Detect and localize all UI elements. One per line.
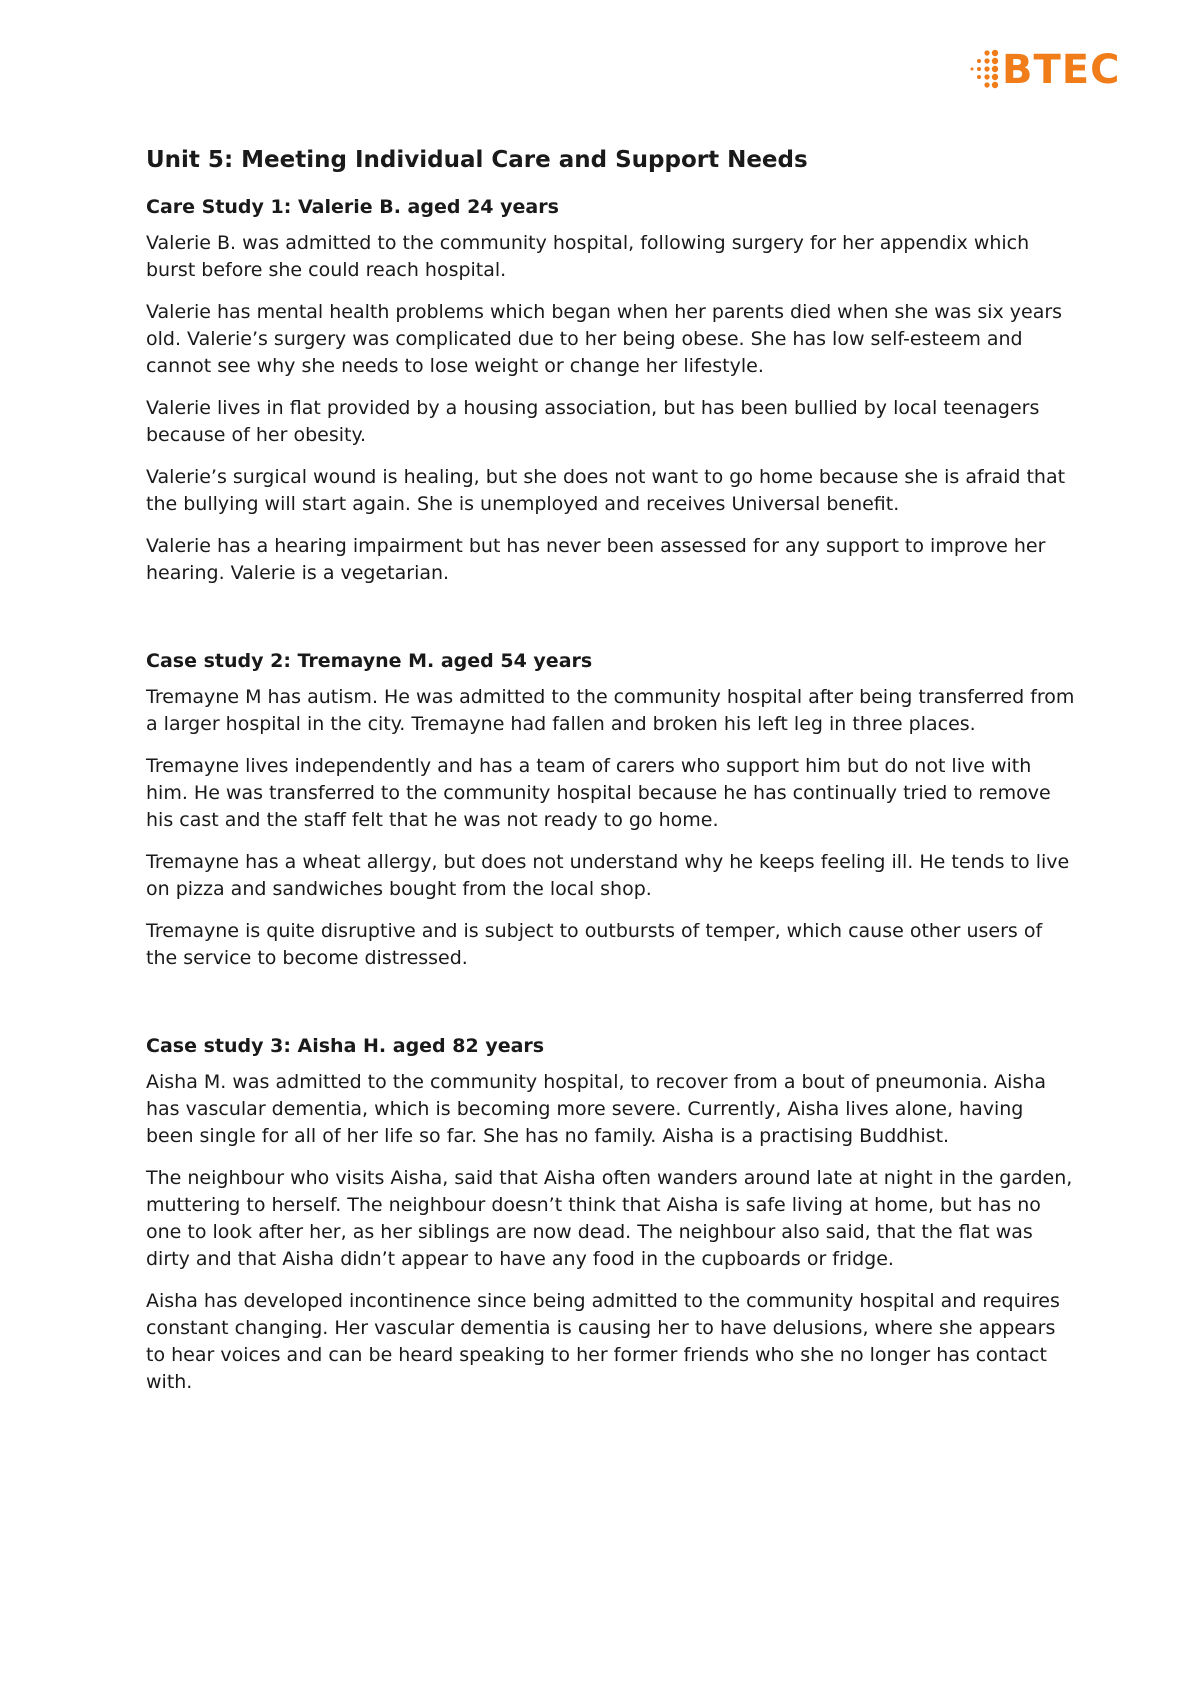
btec-logo: [966, 44, 1126, 96]
paragraph: Tremayne has a wheat allergy, but does not understand why he keeps feeling ill. He tends to live on pizza and sandwiches bought from the local shop.: [146, 851, 1070, 900]
case-study-1: [146, 192, 1076, 587]
paragraph: Valerie’s surgical wound is healing, but she does not want to go home because she is afraid that the bullying will start again. She is unemployed and receives Universal benefit.: [146, 466, 1066, 515]
case-study-3: [146, 1031, 1076, 1396]
paragraph: Aisha has developed incontinence since being admitted to the community hospital and requires constant changing. Her vascular dementia is causing her to have delusions, where she appears to hear voices and can be heard speaking to her former friends who she no longer has contact with.: [146, 1290, 1060, 1393]
paragraph: Tremayne M has autism. He was admitted to the community hospital after being transferred from a larger hospital in the city. Tremayne had fallen and broken his left leg in three places.: [146, 686, 1075, 735]
paragraph: Valerie B. was admitted to the community hospital, following surgery for her appendix which burst before she could reach hospital.: [146, 232, 1030, 281]
logo-text: BTEC: [1002, 47, 1121, 93]
case-study-heading: Care Study 1: Valerie B. aged 24 years: [146, 196, 559, 218]
case-study-heading: Case study 2: Tremayne M. aged 54 years: [146, 650, 593, 672]
paragraph: Tremayne is quite disruptive and is subject to outbursts of temper, which cause other users of the service to become distressed.: [146, 920, 1043, 969]
btec-dots-icon: [966, 47, 1000, 93]
paragraph: Valerie has a hearing impairment but has never been assessed for any support to improve her hearing. Valerie is a vegetarian.: [146, 535, 1046, 584]
paragraph: Valerie lives in flat provided by a housing association, but has been bullied by local teenagers because of her obesity.: [146, 397, 1040, 446]
paragraph: Aisha M. was admitted to the community hospital, to recover from a bout of pneumonia. Aisha has vascular dementia, which is becoming more severe. Currently, Aisha lives alone, having been single for all of her life so far. She has no family. Aisha is a practising Buddhist.: [146, 1071, 1046, 1147]
paragraph: Valerie has mental health problems which began when her parents died when she was six years old. Valerie’s surgery was complicated due to her being obese. She has low self-esteem and cannot see why she needs to lose weight or change her lifestyle.: [146, 301, 1063, 377]
paragraph: Tremayne lives independently and has a team of carers who support him but do not live with him. He was transferred to the community hospital because he has continually tried to remove his cast and the staff felt that he was not ready to go home.: [146, 755, 1051, 831]
section-spacer: [146, 602, 1076, 646]
section-spacer: [146, 987, 1076, 1031]
case-study-heading: Case study 3: Aisha H. aged 82 years: [146, 1035, 545, 1057]
page-title: Unit 5: Meeting Individual Care and Support Needs: [146, 147, 808, 173]
paragraph: The neighbour who visits Aisha, said that Aisha often wanders around late at night in the garden, muttering to herself. The neighbour doesn’t think that Aisha is safe living at home, but has no one to look after her, as her siblings are now dead. The neighbour also said, that the flat was dirty and that Aisha didn’t appear to have any food in the cupboards or fridge.: [146, 1167, 1073, 1270]
case-study-2: [146, 646, 1076, 972]
document-body: [146, 142, 1076, 1411]
